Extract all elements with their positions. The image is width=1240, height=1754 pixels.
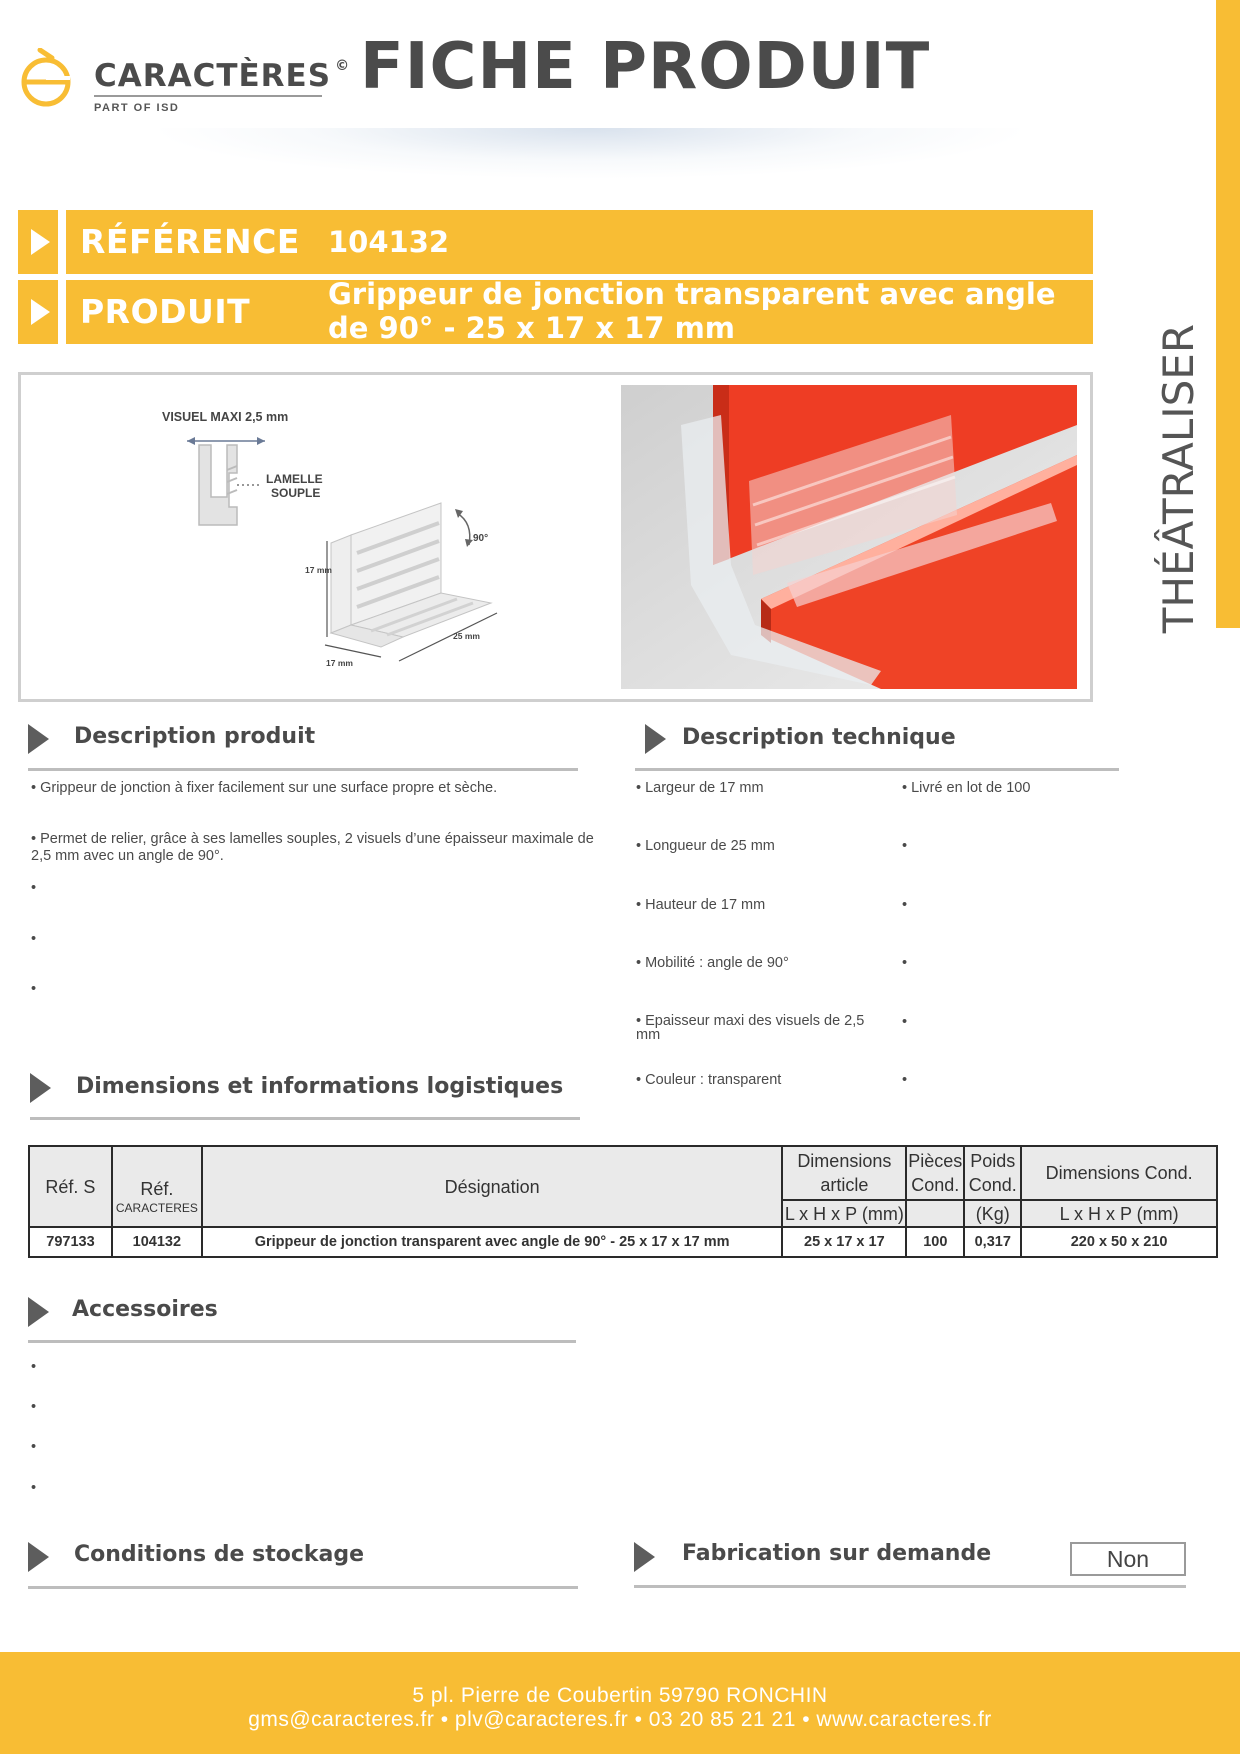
cell-designation: Grippeur de jonction transparent avec angle de 90° - 25 x 17 x 17 mm bbox=[202, 1227, 783, 1257]
tech-item: • Epaisseur maxi des visuels de 2,5 mm bbox=[636, 1013, 865, 1043]
angle-label: 90° bbox=[473, 533, 489, 544]
side-accent-bar bbox=[1216, 0, 1240, 628]
cell-poids: 0,317 bbox=[964, 1227, 1021, 1257]
reference-value: 104132 bbox=[328, 225, 450, 259]
brand-name: CARACTÈRES © bbox=[94, 58, 351, 94]
unit-dim-article: L x H x P (mm) bbox=[782, 1200, 906, 1227]
footer-address: 5 pl. Pierre de Coubertin 59790 RONCHIN bbox=[412, 1684, 828, 1707]
category-label: THÉÂTRALISER bbox=[1154, 324, 1203, 634]
technical-drawing bbox=[21, 375, 561, 695]
accessoires-title: Accessoires bbox=[72, 1297, 218, 1322]
header-glow bbox=[160, 128, 1020, 178]
brand-subtitle: PART OF ISD bbox=[94, 102, 180, 114]
footer-contact: gms@caracteres.fr • plv@caracteres.fr • 03 20 85 21 21 • www.caracteres.fr bbox=[248, 1708, 992, 1731]
page-title: FICHE PRODUIT bbox=[360, 30, 931, 104]
play-arrow-icon bbox=[31, 229, 50, 255]
cell-ref-s: 797133 bbox=[29, 1227, 112, 1257]
fabrication-value-box: Non bbox=[1070, 1542, 1186, 1576]
col-header-dim-cond: Dimensions Cond. bbox=[1021, 1146, 1217, 1200]
section-rule bbox=[28, 768, 578, 771]
product-label: PRODUIT bbox=[80, 292, 251, 331]
desc-produit-item: • bbox=[31, 931, 37, 947]
cell-pieces: 100 bbox=[906, 1227, 964, 1257]
tech-item: • bbox=[902, 897, 908, 913]
accessoire-item: • bbox=[31, 1359, 37, 1375]
section-rule bbox=[635, 768, 1119, 771]
unit-poids: (Kg) bbox=[964, 1200, 1021, 1227]
visuel-label: VISUEL MAXI 2,5 mm bbox=[162, 410, 289, 424]
reference-row bbox=[66, 210, 1093, 274]
tech-item: • Mobilité : angle de 90° bbox=[636, 955, 789, 971]
height-label: 17 mm bbox=[305, 565, 332, 575]
cell-dim-cond: 220 x 50 x 210 bbox=[1021, 1227, 1217, 1257]
product-arrow-tab bbox=[18, 280, 58, 344]
tech-item: • bbox=[902, 955, 908, 971]
tech-item: • Longueur de 25 mm bbox=[636, 838, 775, 854]
reference-label: RÉFÉRENCE bbox=[80, 222, 300, 261]
desc-produit-title: Description produit bbox=[74, 724, 316, 749]
unit-pieces bbox=[906, 1200, 964, 1227]
section-rule bbox=[30, 1117, 580, 1120]
lamelle-label-2: SOUPLE bbox=[271, 486, 321, 500]
desc-technique-title: Description technique bbox=[682, 725, 956, 750]
tech-item: • Hauteur de 17 mm bbox=[636, 897, 766, 913]
section-arrow-icon bbox=[28, 1297, 49, 1327]
desc-produit-item: • Permet de relier, grâce à ses lamelles souples, 2 visuels d’une épaisseur maximale de 2,5 mm avec un angle de 90°. bbox=[31, 831, 594, 864]
section-arrow-icon bbox=[645, 724, 666, 754]
product-photo bbox=[621, 385, 1077, 689]
logistics-table bbox=[28, 1145, 1218, 1258]
tech-item: • bbox=[902, 1014, 908, 1030]
tech-item: • Largeur de 17 mm bbox=[636, 780, 764, 796]
reference-arrow-tab bbox=[18, 210, 58, 274]
tech-item: • Couleur : transparent bbox=[636, 1072, 782, 1088]
accessoire-item: • bbox=[31, 1480, 37, 1496]
col-header-poids: Poids Cond. bbox=[964, 1146, 1021, 1200]
brand-divider bbox=[94, 95, 322, 97]
col-header-ref-s: Réf. S bbox=[29, 1146, 112, 1227]
tech-item: • Livré en lot de 100 bbox=[902, 780, 1031, 796]
accessoire-item: • bbox=[31, 1399, 37, 1415]
section-rule bbox=[634, 1585, 1186, 1588]
desc-produit-item: • Grippeur de jonction à fixer facilement sur une surface propre et sèche. bbox=[31, 780, 498, 796]
section-arrow-icon bbox=[28, 1542, 49, 1572]
stockage-title: Conditions de stockage bbox=[74, 1542, 365, 1567]
col-header-ref: Réf. CARACTERES bbox=[112, 1146, 202, 1227]
cell-ref: 104132 bbox=[112, 1227, 202, 1257]
depth-label: 17 mm bbox=[326, 658, 353, 668]
play-arrow-icon bbox=[31, 299, 50, 325]
section-arrow-icon bbox=[30, 1073, 51, 1103]
col-header-dim-article: Dimensions article bbox=[782, 1146, 906, 1200]
section-rule bbox=[28, 1340, 576, 1343]
col-header-designation: Désignation bbox=[202, 1146, 783, 1227]
section-rule bbox=[28, 1586, 578, 1589]
col-header-pieces: Pièces Cond. bbox=[906, 1146, 964, 1200]
width-label: 25 mm bbox=[453, 631, 480, 641]
brand-logo-icon bbox=[16, 48, 80, 108]
lamelle-label-1: LAMELLE bbox=[266, 472, 323, 486]
product-row bbox=[66, 277, 1093, 345]
tech-item: • bbox=[902, 1072, 908, 1088]
tech-item: • bbox=[902, 838, 908, 854]
brand-logo bbox=[16, 44, 351, 119]
product-image-panel bbox=[18, 372, 1093, 702]
desc-produit-item: • bbox=[31, 880, 37, 896]
accessoire-item: • bbox=[31, 1439, 37, 1455]
product-value: Grippeur de jonction transparent avec angle de 90° - 25 x 17 x 17 mm bbox=[328, 277, 1056, 345]
logistique-title: Dimensions et informations logistiques bbox=[76, 1074, 564, 1099]
cell-dim-article: 25 x 17 x 17 bbox=[782, 1227, 906, 1257]
section-arrow-icon bbox=[28, 724, 49, 754]
desc-produit-item: • bbox=[31, 981, 37, 997]
section-arrow-icon bbox=[634, 1542, 655, 1572]
table-row bbox=[29, 1227, 1217, 1257]
fabrication-title: Fabrication sur demande bbox=[682, 1541, 992, 1566]
unit-dim-cond: L x H x P (mm) bbox=[1021, 1200, 1217, 1227]
table-header-row bbox=[29, 1146, 1217, 1200]
